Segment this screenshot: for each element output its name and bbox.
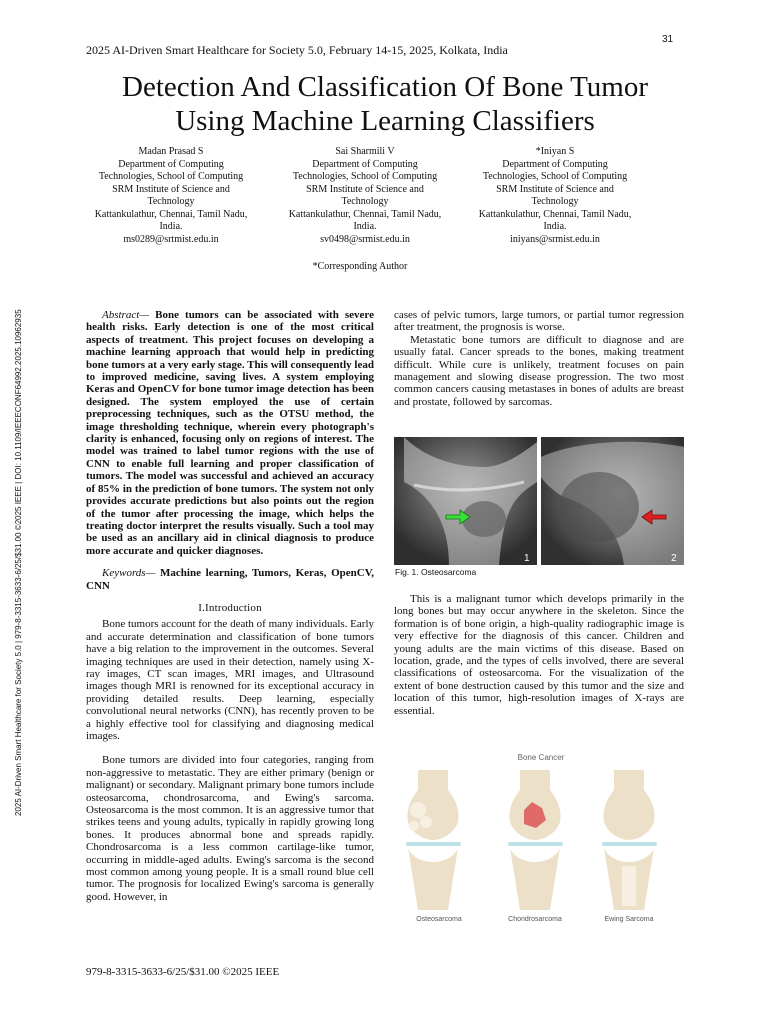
author-institute: Technology	[341, 196, 389, 207]
osteosarcoma-bone-icon	[406, 770, 461, 910]
side-identifier: 2025 AI-Driven Smart Healthcare for Society 5.0 | 979-8-3315-3633-6/25/$31.00 ©2025 IEEE | DOI: 10.1109/IEEECONF64992.2025.10962935	[14, 309, 23, 816]
author-institute: SRM Institute of Science and	[306, 183, 424, 195]
paragraph: cases of pelvic tumors, large tumors, or partial tumor regression after treatment, the prognosis is worse.	[394, 309, 684, 334]
author-dept: Technologies, School of Computing	[482, 171, 628, 182]
paragraph: Metastatic bone tumors are difficult to diagnose and are usually fatal. Cancer spreads to the bones, making treatment difficult. While cure is unlikely, treatment focuses on pain management and slowing disease progression. The two most common cancers causing metastases in bones of adults are breast and prostate, followed by sarcomas.	[394, 333, 684, 408]
author-location: Kattankulathur, Chennai, Tamil Nadu,	[478, 208, 632, 220]
title-line-1: Detection And Classification Of Bone Tumor	[122, 71, 648, 103]
keywords	[86, 567, 374, 592]
author-block-2	[270, 146, 460, 246]
author-institute: Technology	[531, 196, 579, 207]
author-dept: Department of Computing	[118, 158, 224, 170]
bone-cancer-diagram	[396, 748, 686, 930]
author-email[interactable]: iniyans@srmist.edu.in	[510, 233, 600, 245]
footer-copyright: 979-8-3315-3633-6/25/$31.00 ©2025 IEEE	[86, 966, 280, 978]
author-name: Sai Sharmili V	[335, 146, 395, 157]
diagram-label-osteosarcoma: Osteosarcoma	[416, 916, 462, 923]
page-number: 31	[662, 34, 674, 45]
author-block-3	[460, 146, 650, 246]
conference-header: 2025 AI-Driven Smart Healthcare for Society 5.0, February 14-15, 2025, Kolkata, India	[86, 43, 508, 57]
chondrosarcoma-bone-icon	[508, 770, 563, 910]
paragraph: Bone tumors are divided into four categories, ranging from non-aggressive to metastatic. They are either primary (benign or malignant) or secondary. Malignant primary bone tumors include osteosarcoma, chondrosarcoma, and Ewing's sarcoma. Osteosarcoma is the most common. It is an aggressive tumor that strikes teens and young adults, typically in rapidly growing long bones. It produces abnormal bone and spreads rapidly. Chondrosarcoma is a less common cartilage-like tumor, occurring in middle-aged adults. Ewing's sarcoma is the second most common among young people. It is a small round blue cell tumor. The prognosis for localized Ewing's sarcoma is generally good. However, in	[86, 754, 374, 903]
section-heading-introduction: I.Introduction	[198, 601, 262, 614]
title-line-2: Using Machine Learning Classifiers	[175, 105, 595, 137]
diagram-label-ewing-sarcoma: Ewing Sarcoma	[604, 916, 654, 923]
paragraph: Bone tumors account for the death of many individuals. Early and accurate determination and classification of bone tumors have a big relation to the improvement in the outcomes. Several imaging techniques are used in their detection, namely using X-ray images, CT scan images, MRI images, and Ultrasound images though MRI is renowned for its exceptional accuracy in providing detailed results. Deep learning, especially convolutional neural networks (CNN), has recently proven to be a highly effective tool for classifying and diagnosing medical images.	[86, 618, 374, 742]
author-institute: SRM Institute of Science and	[112, 183, 230, 195]
bones-illustration	[396, 770, 686, 910]
author-dept: Technologies, School of Computing	[292, 171, 438, 182]
author-email[interactable]: sv0498@srmist.edu.in	[320, 233, 410, 245]
abstract-text: Bone tumors can be associated with severe health risks. Early detection is one of the most critical aspects of treatment. This project focuses on developing a machine learning approach that would help in predicting bone tumors at a very early stage. This will consequently lead to improved medicine, saving lives. A system employing Keras and OpenCV for bone tumor image detection has been designed. The system employed the use of certain preprocessing techniques, such as the OTSU method, the image thresholding technique, wherein every photograph's clarity is enhanced, focusing only on regions of interest. The model was trained to label tumor regions with the use of CNN to enable full learning and proper classification of tumors. The model was successful and achieved an accuracy of 85% in the prediction of bone tumors. The system not only provides accurate predictions but also points out the region of the tumor after processing the image, which helps the treating doctor interpret the results visually. Such a tool may be used as an ancillary aid in clinical diagnosis to produce more accurate and quicker diagnoses.	[86, 309, 374, 557]
author-location: India.	[353, 221, 377, 232]
keywords-text: Machine learning, Tumors, Keras, OpenCV, CNN	[86, 567, 374, 592]
author-dept: Technologies, School of Computing	[98, 171, 244, 182]
diagram-label-chondrosarcoma: Chondrosarcoma	[508, 916, 562, 923]
figure-1-caption: Fig. 1. Osteosarcoma	[395, 567, 477, 577]
corresponding-author-note: *Corresponding Author	[312, 261, 408, 272]
panel-label-2: 2	[671, 553, 677, 564]
right-column-top	[394, 309, 684, 408]
xray-image	[394, 437, 684, 565]
paragraph: This is a malignant tumor which develops primarily in the long bones but may occur anywhere in the skeleton. Since the formation is of bone origin, a high-quality radiographic image is very effective for the diagnosis of this cancer. Children and young adults are the main victims of this disease. Based on location, grade, and the types of cells involved, there are several classifications of osteosarcoma. For the visualization of the extent of bone destruction caused by this tumor and the size and location of this tumor, high-resolution images of X-rays are essential.	[394, 593, 684, 717]
author-location: India.	[159, 221, 183, 232]
ewing-sarcoma-bone-icon	[602, 770, 657, 910]
abstract-label: Abstract—	[102, 309, 150, 321]
paper-title	[60, 70, 710, 138]
abstract	[86, 309, 374, 557]
author-location: India.	[543, 221, 567, 232]
left-column	[86, 309, 374, 903]
author-location: Kattankulathur, Chennai, Tamil Nadu,	[94, 208, 248, 220]
author-dept: Department of Computing	[312, 158, 418, 170]
author-name: *Iniyan S	[535, 146, 575, 157]
diagram-title: Bone Cancer	[517, 753, 565, 762]
osteosarcoma-xray-figure	[394, 437, 684, 565]
author-email[interactable]: ms0289@srtmist.edu.in	[123, 233, 219, 245]
right-column-middle	[394, 593, 684, 717]
author-institute: SRM Institute of Science and	[496, 183, 614, 195]
panel-label-1: 1	[524, 553, 530, 564]
author-location: Kattankulathur, Chennai, Tamil Nadu,	[288, 208, 442, 220]
keywords-label: Keywords—	[102, 567, 156, 580]
author-block-1	[76, 146, 266, 246]
author-dept: Department of Computing	[502, 158, 608, 170]
author-institute: Technology	[147, 196, 195, 207]
author-name: Madan Prasad S	[138, 146, 204, 157]
